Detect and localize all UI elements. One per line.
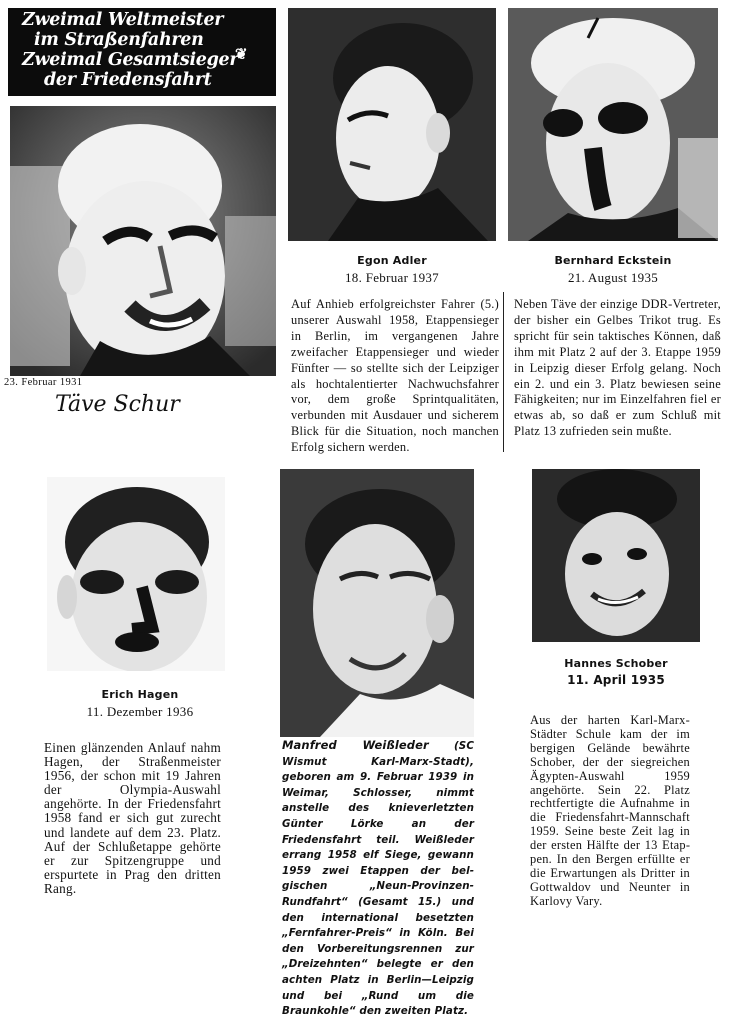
hannes-schober-photo bbox=[532, 469, 700, 642]
featured-birth-date: 23. Februar 1931 bbox=[4, 377, 83, 388]
portrait-image bbox=[508, 8, 718, 241]
headline-line-4: der Friedensfahrt bbox=[44, 70, 212, 90]
egon-adler-birth-date: 18. Februar 1937 bbox=[345, 270, 439, 285]
bernhard-eckstein-birth-date: 21. August 1935 bbox=[567, 270, 659, 285]
portrait-image bbox=[532, 469, 700, 642]
erich-hagen-name: Erich Hagen bbox=[101, 688, 179, 701]
bernhard-eckstein-photo bbox=[508, 8, 718, 241]
egon-adler-bio: Auf Anhieb erfolgreichster Fahrer (5.) unserer Auswahl 1958, Etappensieger in Berlin, im vergangenen Jahre zweifacher Etappensieger und wieder Fünfter — so stellte sich der Leipziger als hochtalentierter Nachwuchsfahrer vor, dem große Sprintqualitäten, verbunden mit Ausdauer und sicherem Blick für die Situation, noch manchen Erfolg sichern werden. bbox=[291, 297, 499, 455]
bernhard-eckstein-name: Bernhard Eckstein bbox=[554, 254, 672, 267]
column-rule bbox=[503, 292, 504, 452]
egon-adler-name: Egon Adler bbox=[357, 254, 427, 267]
laurel-ornament-icon: ❦ bbox=[235, 45, 248, 63]
portrait-image bbox=[47, 477, 225, 671]
featured-photo bbox=[10, 106, 276, 376]
portrait-image bbox=[288, 8, 496, 241]
manfred-weissleder-name: Manfred Weißleder bbox=[282, 738, 429, 752]
manfred-weissleder-photo bbox=[280, 469, 474, 737]
manfred-weissleder-bio bbox=[282, 738, 474, 1020]
portrait-image bbox=[10, 106, 276, 376]
bernhard-eckstein-bio: Neben Täve der einzige DDR-Vertreter, der bisher ein Gelbes Trikot trug. Es spricht für sein taktisches Können, daß ihm mit Platz 2 auf der 3. Etappe 1959 in Leipzig dieser Erfolg gelang. Noch ein 2. und ein 3. Platz bewiesen seine Fähigkeiten; nur im Einzelfahren fiel er etwas ab, so daß er zum Schluß mit Platz 13 zufrieden sein mußte. bbox=[514, 297, 721, 439]
headline-line-1: Zweimal Weltmeister bbox=[22, 10, 224, 30]
hannes-schober-bio: Aus der harten Karl-Marx-Städter Schule kam der im bergigen Gelände bewährte Schober, der der siegreichen Ägypten-Auswahl 1959 angehörte. Sein 22. Platz rechtfertigte die Aufnahme in die Friedensfahrt-Mannschaft 1959. Seine beste Zeit lag in der ersten Hälfte der 13 Etappen. In den Bergen erfüllte er die Erwartungen als Dritter in Gottwaldov und Neunter in Karlovy Vary. bbox=[530, 713, 690, 908]
headline-line-3: Zweimal Gesamtsieger bbox=[22, 50, 239, 70]
egon-adler-photo bbox=[288, 8, 496, 241]
manfred-weissleder-bio-text: (SC Wismut Karl-Marx-Stadt), geboren am 9. Februar 1939 in Weimar, Schlosser, nimmt anstelle des knieverletzten Günter Lörke an der Friedensfahrt teil. Weißleder errang 1958 elf Siege, gewann 1959 zwei Etappen der belgischen „Neun-Provinzen-Rundfahrt“ (Gesamt 15.) und den international besetzten „Fernfahrer-Preis“ in Köln. Bei den Vorbereitungsrennen zur „Dreizehnten“ belegte er den achten Platz in Berlin—Leipzig und bei „Rund um die Braunkohle“ den zweiten Platz. bbox=[282, 740, 474, 1018]
headline-line-2: im Straßenfahren bbox=[34, 30, 204, 50]
erich-hagen-birth-date: 11. Dezember 1936 bbox=[86, 704, 194, 719]
erich-hagen-bio: Einen glänzenden Anlauf nahm Hagen, der Straßenmeister 1956, der schon mit 19 Jahren der Olympia-Auswahl angehörte. In der Friedensfahrt 1958 fand er sich gut zurecht und landete auf dem 23. Platz. Auf der Schlußetappe gehörte er zur Spitzengruppe und erspurtete in Prag den dritten Rang. bbox=[44, 740, 221, 896]
hannes-schober-birth-date: 11. April 1935 bbox=[567, 673, 665, 687]
autograph-signature: Täve Schur bbox=[55, 392, 180, 417]
erich-hagen-photo bbox=[47, 477, 225, 671]
hannes-schober-name: Hannes Schober bbox=[564, 657, 668, 670]
portrait-image bbox=[280, 469, 474, 737]
headline-banner bbox=[8, 8, 276, 96]
